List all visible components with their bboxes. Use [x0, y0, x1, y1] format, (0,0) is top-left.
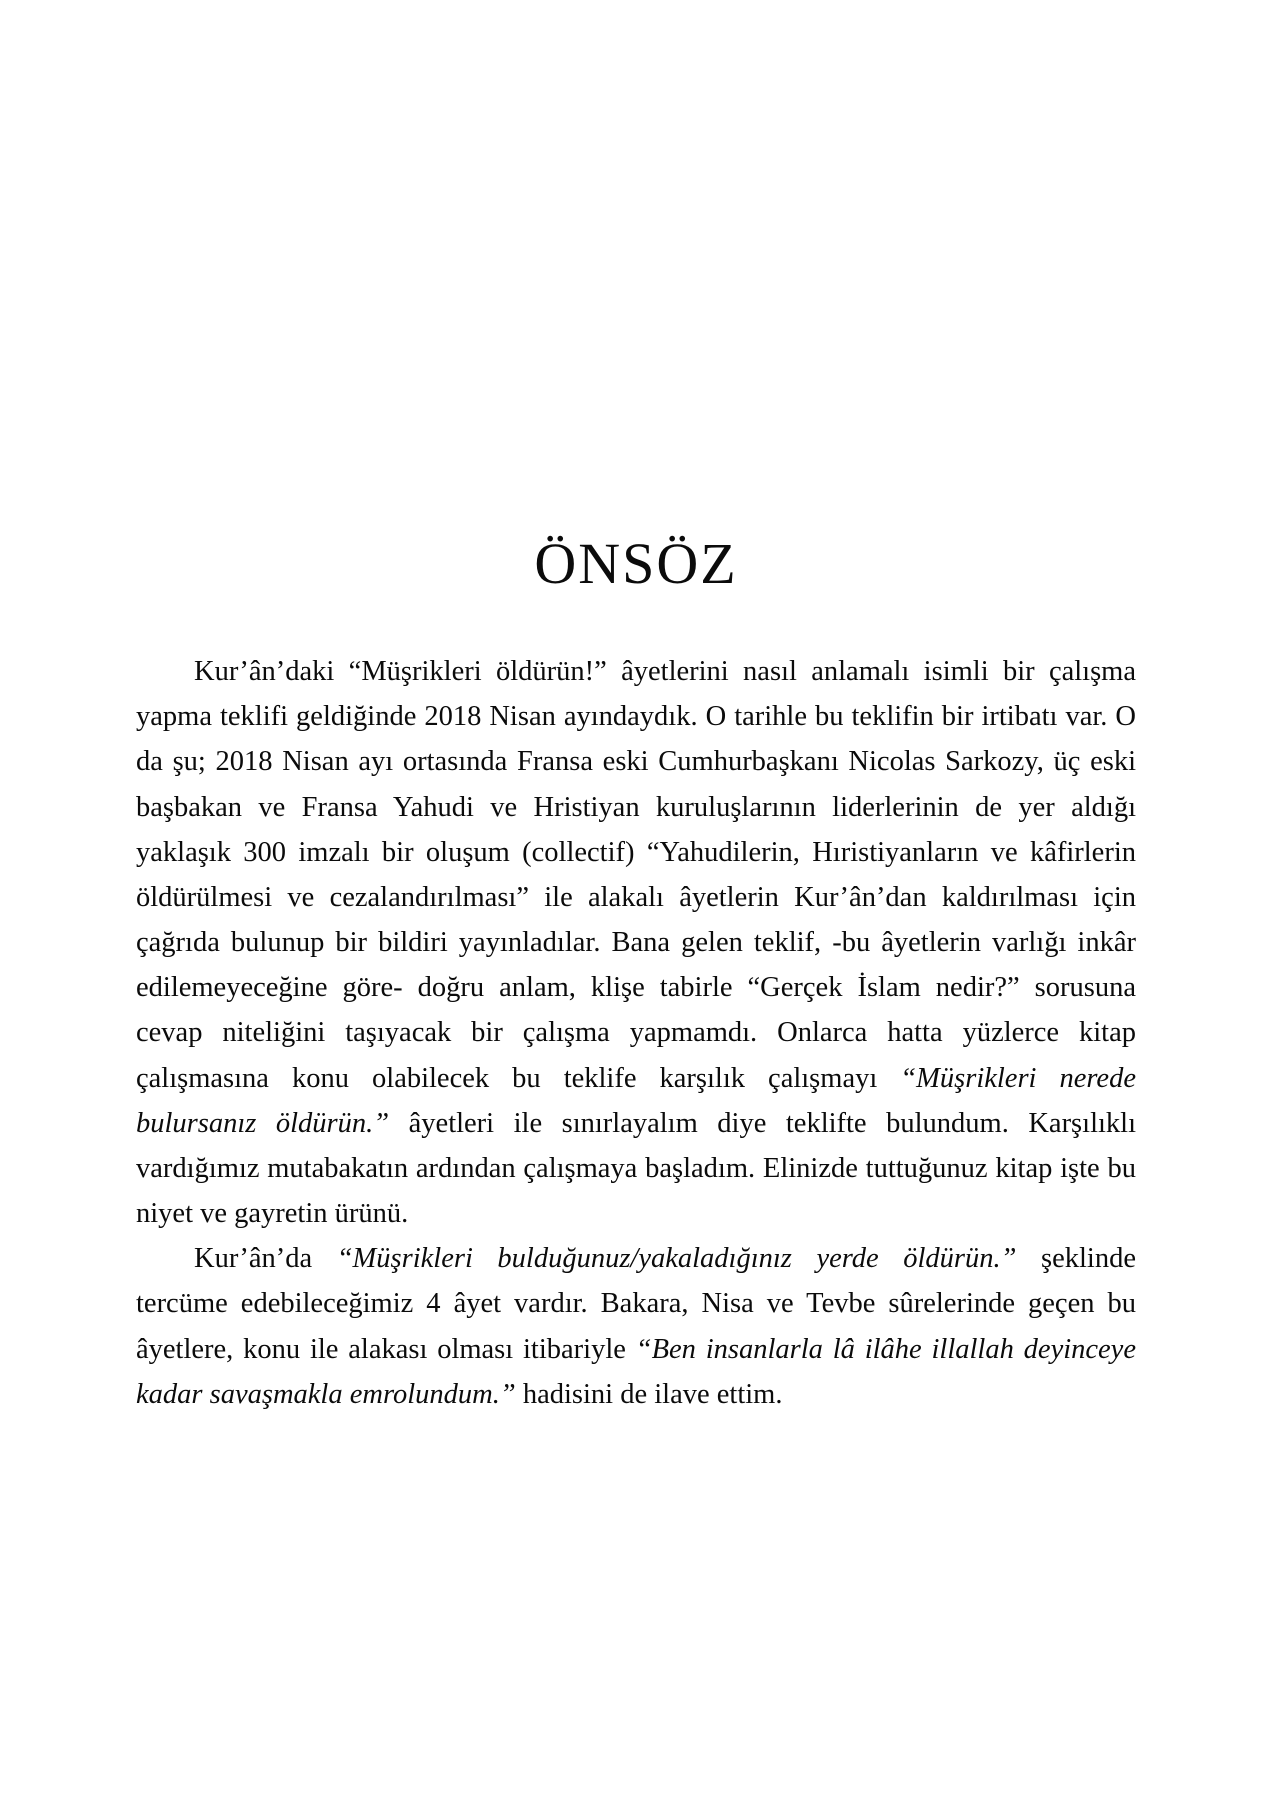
text-run: “Ben insanlarla lâ ilâhe illallah deyinceye kadar savaşmakla emrolundum.” [136, 1333, 1136, 1410]
page-title: ÖNSÖZ [534, 531, 738, 596]
paragraph-2 [136, 1236, 1136, 1417]
page-content [136, 530, 1136, 1417]
text-run: şeklinde tercüme edebileceğimiz 4 âyet vardır. Bakara, Nisa ve Tevbe sûrelerinde geçen bu âyetlere, konu ile alakası olması itibariyle [136, 1243, 1136, 1365]
paragraph-1 [136, 649, 1136, 1236]
text-run: hadisini de ilave ettim. [515, 1378, 783, 1410]
text-run: “Müşrikleri bulduğunuz/yakaladığınız yerde öldürün.” [336, 1243, 1017, 1275]
text-run: Kur’ân’daki “Müşrikleri öldürün!” âyetlerini nasıl anlamalı isimli bir çalışma yapma teklifi geldiğinde 2018 Nisan ayındaydık. O tarihle bu teklifin bir irtibatı var. O da şu; 2018 Nisan ayı ortasında Fransa eski Cumhurbaşkanı Nicolas Sarkozy, üç eski başbakan ve Fransa Yahudi ve Hristiyan kuruluşlarının liderlerinin de yer aldığı yaklaşık 300 imzalı bir oluşum (collectif) “Yahudilerin, Hıristiyanların ve kâfirlerin öldürülmesi ve cezalandırılması” ile alakalı âyetlerin Kur’ân’dan kaldırılması için çağrıda bulunup bir bildiri yayınladılar. Bana gelen teklif, -bu âyetlerin varlığı inkâr edilemeyeceğine göre- doğru anlam, klişe tabirle “Gerçek İslam nedir?” sorusuna cevap niteliğini taşıyacak bir çalışma yapmamdı. Onlarca hatta yüzlerce kitap çalışmasına konu olabilecek bu teklife karşılık çalışmayı [136, 656, 1136, 1094]
text-run: “Müşrikleri nerede bulursanız öldürün.” [136, 1062, 1136, 1139]
text-run: Kur’ân’da [194, 1243, 337, 1275]
text-run: âyetleri ile sınırlayalım diye teklifte bulundum. Karşılıklı vardığımız mutabakatın ardından çalışmaya başladım. Elinizde tuttuğunuz kitap işte bu niyet ve gayretin ürünü. [136, 1107, 1136, 1230]
